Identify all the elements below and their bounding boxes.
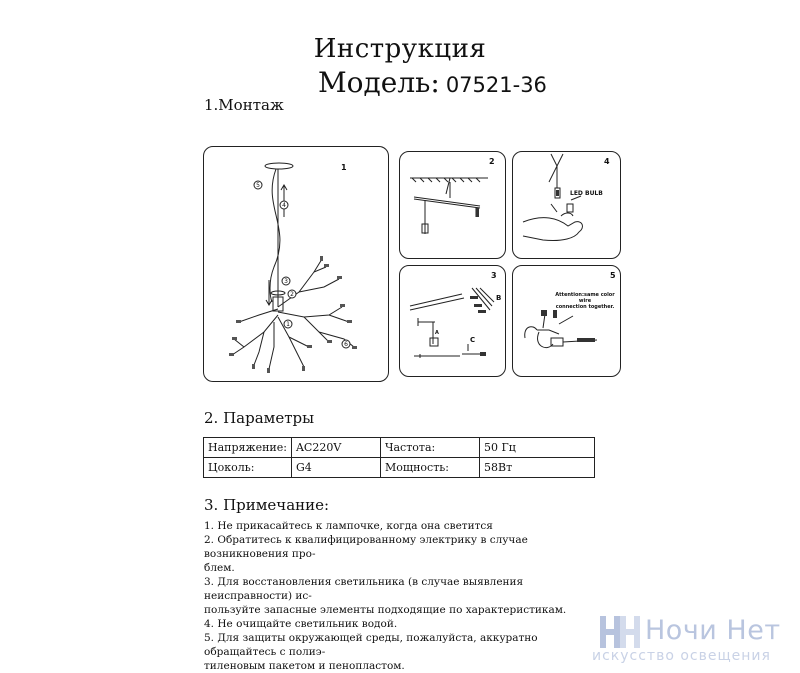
note-line: 1. Не прикасайтесь к лампочке, когда она светится <box>204 520 493 532</box>
param-label: Напряжение: <box>204 438 292 458</box>
step-label: 1 <box>286 321 290 328</box>
step-label: 6 <box>344 341 348 348</box>
panel-number-2: 2 <box>489 157 495 166</box>
panel-number-1: 1 <box>341 163 347 172</box>
diagram-panel-3 <box>399 265 506 377</box>
ceiling-mount-diagram <box>400 152 507 260</box>
param-label: Цоколь: <box>204 458 292 478</box>
table-row <box>204 438 595 458</box>
attention-line: connection together. <box>555 304 615 310</box>
param-value: 50 Гц <box>479 438 594 458</box>
param-label: Мощность: <box>380 458 479 478</box>
note-line: блем. <box>204 562 235 574</box>
section-montage-heading: 1.Монтаж <box>204 96 284 114</box>
note-line: тиленовым пакетом и пенопластом. <box>204 660 405 672</box>
parameters-table <box>203 437 595 478</box>
step-label: 4 <box>282 202 286 209</box>
panel-number-5: 5 <box>610 271 616 280</box>
bulb-insert-diagram <box>513 152 622 260</box>
param-value: AC220V <box>291 438 380 458</box>
wiring-diagram <box>400 266 507 378</box>
note-line: 4. Не очищайте светильник водой. <box>204 618 398 630</box>
note-line: 2. Обратитесь к квалифицированному электрику в случае возникновения про- <box>204 534 528 560</box>
attention-line: Attention:same color wire <box>555 292 615 304</box>
step-label: 5 <box>256 182 260 189</box>
note-line: пользуйте запасные элементы подходящие по характеристикам. <box>204 604 567 616</box>
logo-mark-icon <box>596 612 642 652</box>
connector-letter: B <box>496 294 502 302</box>
section-params-heading: 2. Параметры <box>204 409 315 427</box>
model-label: Модель: <box>318 66 440 99</box>
watermark-tagline: искусство освещения <box>592 648 771 664</box>
param-label: Частота: <box>380 438 479 458</box>
led-bulb-label: LED BULB <box>570 190 603 197</box>
chandelier-diagram <box>204 147 390 383</box>
diagram-panel-2 <box>399 151 506 259</box>
table-row <box>204 458 595 478</box>
param-value: G4 <box>291 458 380 478</box>
step-label: 2 <box>290 291 294 298</box>
watermark-brand: Ночи Нет <box>645 615 781 646</box>
note-line: 5. Для защиты окружающей среды, пожалуйста, аккуратно обращайтесь с полиэ- <box>204 632 538 658</box>
wire-connection-diagram <box>513 266 622 378</box>
panel-number-4: 4 <box>604 157 610 166</box>
step-label: 3 <box>284 278 288 285</box>
notes-list <box>204 519 604 673</box>
param-value: 58Вт <box>479 458 594 478</box>
model-code: 07521-36 <box>445 73 547 97</box>
diagram-panel-1 <box>203 146 389 382</box>
model-line <box>318 66 547 99</box>
connector-letter: C <box>470 336 476 344</box>
diagram-panel-5 <box>512 265 621 377</box>
panel-number-3: 3 <box>491 271 497 280</box>
connector-letter: A <box>435 330 439 336</box>
section-notes-heading: 3. Примечание: <box>204 496 330 514</box>
document-title: Инструкция <box>313 34 487 64</box>
note-line: 3. Для восстановления светильника (в случае выявления неисправности) ис- <box>204 576 524 602</box>
diagram-panel-4 <box>512 151 621 259</box>
